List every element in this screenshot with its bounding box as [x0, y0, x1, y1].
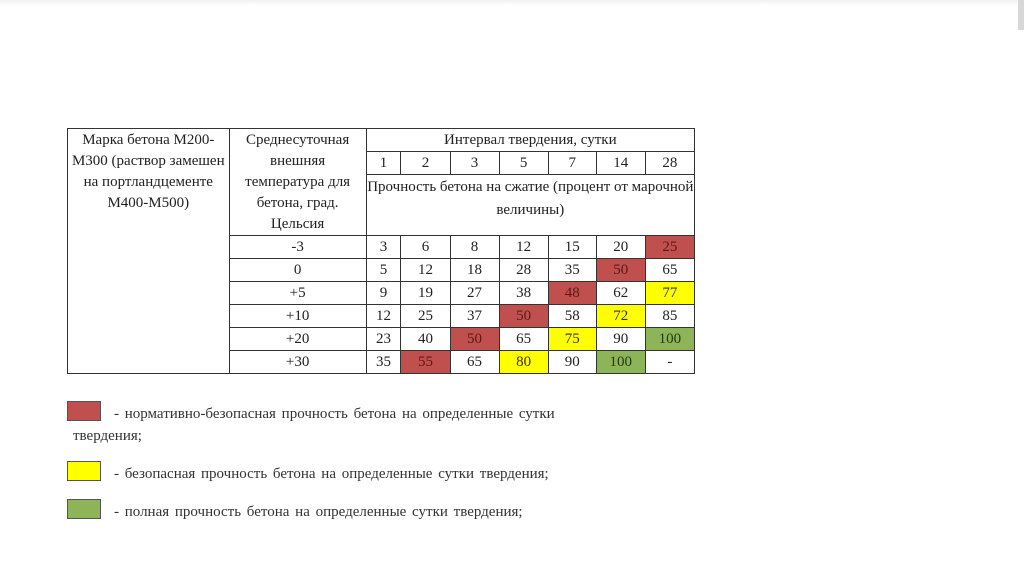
strength-cell: 25 — [401, 305, 450, 328]
interval-header: Интервал твердения, сутки — [366, 129, 694, 152]
day-header: 7 — [548, 152, 596, 175]
strength-cell: 12 — [401, 259, 450, 282]
legend-item-normative — [67, 401, 687, 449]
day-header: 2 — [401, 152, 450, 175]
temperature-cell: +20 — [229, 328, 366, 351]
strength-cell: 8 — [450, 236, 499, 259]
strength-cell: 9 — [366, 282, 401, 305]
day-header: 5 — [499, 152, 548, 175]
strength-cell: 25 — [645, 236, 694, 259]
corner-mark — [1018, 0, 1024, 30]
strength-cell: 50 — [596, 259, 645, 282]
legend-text-normative: - нормативно-безопасная прочность бетона на определенные сутки — [114, 406, 555, 422]
strength-cell: 5 — [366, 259, 401, 282]
temperature-header: Среднесуточная внешняя температура для бетона, град. Цельсия — [229, 129, 366, 236]
strength-cell: 35 — [366, 351, 401, 374]
strength-cell: 58 — [548, 305, 596, 328]
day-header: 3 — [450, 152, 499, 175]
legend-item-full — [67, 499, 687, 523]
strength-cell: 90 — [548, 351, 596, 374]
strength-cell: 65 — [450, 351, 499, 374]
strength-cell: - — [645, 351, 694, 374]
concrete-strength-table — [67, 128, 695, 374]
strength-cell: 18 — [450, 259, 499, 282]
strength-cell: 40 — [401, 328, 450, 351]
day-header: 1 — [366, 152, 401, 175]
strength-cell: 65 — [499, 328, 548, 351]
strength-cell: 35 — [548, 259, 596, 282]
strength-cell: 50 — [499, 305, 548, 328]
strength-cell: 27 — [450, 282, 499, 305]
legend-swatch-red — [67, 401, 101, 421]
strength-cell: 77 — [645, 282, 694, 305]
legend-item-safe — [67, 461, 687, 485]
grade-header: Марка бетона М200-М300 (раствор замешен на портландцементе М400-М500) — [68, 129, 230, 374]
strength-cell: 3 — [366, 236, 401, 259]
legend-swatch-green — [67, 499, 101, 519]
strength-cell: 75 — [548, 328, 596, 351]
strength-cell: 12 — [499, 236, 548, 259]
temperature-cell: -3 — [229, 236, 366, 259]
top-strip — [0, 0, 1024, 6]
day-header: 14 — [596, 152, 645, 175]
temperature-cell: +5 — [229, 282, 366, 305]
strength-cell: 72 — [596, 305, 645, 328]
strength-cell: 100 — [645, 328, 694, 351]
strength-cell: 6 — [401, 236, 450, 259]
legend-text-normative-cont: твердения; — [73, 428, 142, 444]
strength-cell: 80 — [499, 351, 548, 374]
strength-cell: 50 — [450, 328, 499, 351]
strength-cell: 15 — [548, 236, 596, 259]
strength-cell: 65 — [645, 259, 694, 282]
strength-cell: 12 — [366, 305, 401, 328]
legend-text-safe: - безопасная прочность бетона на определенные сутки твердения; — [114, 466, 549, 482]
strength-header: Прочность бетона на сжатие (процент от марочной величины) — [366, 175, 694, 236]
temperature-cell: 0 — [229, 259, 366, 282]
strength-cell: 20 — [596, 236, 645, 259]
strength-cell: 38 — [499, 282, 548, 305]
day-header: 28 — [645, 152, 694, 175]
temperature-cell: +30 — [229, 351, 366, 374]
strength-cell: 100 — [596, 351, 645, 374]
strength-cell: 37 — [450, 305, 499, 328]
strength-cell: 85 — [645, 305, 694, 328]
strength-cell: 55 — [401, 351, 450, 374]
strength-cell: 48 — [548, 282, 596, 305]
temperature-cell: +10 — [229, 305, 366, 328]
strength-cell: 28 — [499, 259, 548, 282]
strength-cell: 23 — [366, 328, 401, 351]
strength-cell: 19 — [401, 282, 450, 305]
strength-cell: 62 — [596, 282, 645, 305]
legend-text-full: - полная прочность бетона на определенные сутки твердения; — [114, 504, 523, 520]
legend-swatch-yellow — [67, 461, 101, 481]
strength-cell: 90 — [596, 328, 645, 351]
